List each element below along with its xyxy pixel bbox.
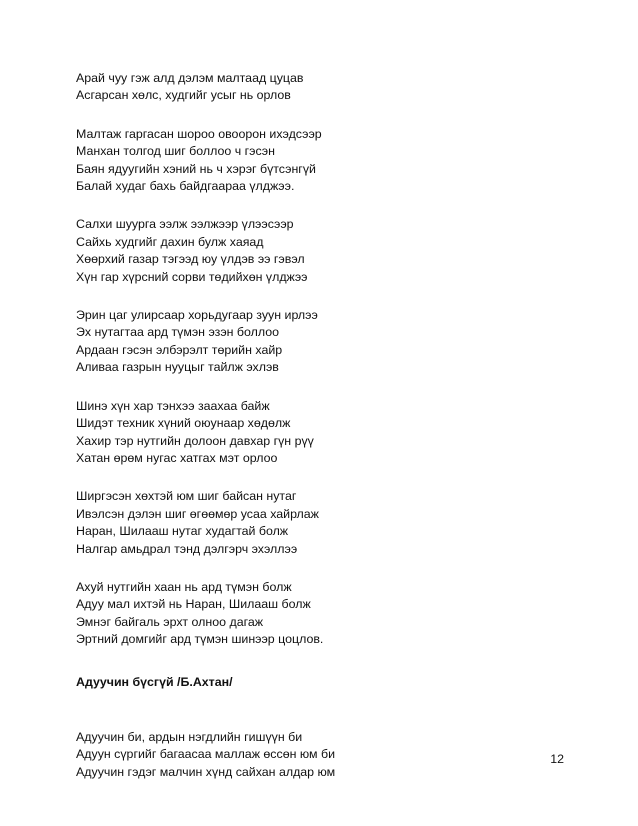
stanza-3 [76, 216, 576, 286]
stanza-6 [76, 488, 576, 558]
poem-line: Ивэлсэн дэлэн шиг өгөөмөр усаа хайрлаж [76, 506, 319, 521]
stanza-1 [76, 70, 576, 105]
page-number: 12 [550, 752, 564, 766]
poem-line: Эмнэг байгаль эрхт олноо дагаж [76, 614, 264, 629]
stanza-8 [76, 729, 576, 781]
poem-line: Ахуй нутгийн хаан нь ард түмэн болж [76, 579, 292, 594]
poem-line: Шидэт техник хүний оюунаар хөдөлж [76, 416, 291, 431]
poem-line: Наран, Шилааш нутаг худагтай болж [76, 524, 289, 539]
poem-line: Адуучин би, ардын нэгдлийн гишүүн би [76, 729, 303, 744]
poem-line: Хатан өрөм нугас хатгах мэт орлоо [76, 450, 278, 465]
poem-line: Асгарсан хөлс, худгийг усыг нь орлов [76, 88, 291, 103]
poem-title: Адуучин бүсгүй /Б.Ахтан/ [76, 674, 233, 689]
poem-line: Адуун сүргийг багаасаа маллаж өссөн юм би [76, 747, 336, 762]
poem-line: Хүн гар хүрсний сорви төдийхөн үлджээ [76, 269, 308, 284]
poem-line: Сайхь худгийг дахин булж хаяад [76, 234, 264, 249]
poem-line: Адуу мал ихтэй нь Наран, Шилааш болж [76, 597, 311, 612]
stanza-5 [76, 398, 576, 468]
poem-line: Балай худаг бахь байдгаараа үлджээ. [76, 179, 295, 194]
poem-line: Ардаан гэсэн элбэрэлт төрийн хайр [76, 342, 283, 357]
poem-line: Ширгэсэн хөхтэй юм шиг байсан нутаг [76, 489, 297, 504]
poem-line: Салхи шуурга ээлж ээлжээр үлээсээр [76, 217, 294, 232]
poem-line: Эрин цаг улирсаар хорьдугаар зуун ирлээ [76, 308, 318, 323]
poem-line: Баян ядуугийн хэний нь ч хэрэг бүтсэнгүй [76, 161, 316, 176]
poem-line: Эх нутагтаа ард түмэн эзэн боллоо [76, 325, 280, 340]
poem-line: Манхан толгод шиг боллоо ч гэсэн [76, 144, 275, 159]
poem-line: Аливаа газрын нууцыг тайлж эхлэв [76, 360, 279, 375]
stanza-7 [76, 579, 576, 649]
poem-line: Хахир тэр нутгийн долоон давхар гүн рүү [76, 433, 314, 448]
stanza-4 [76, 307, 576, 377]
poem-line: Малтаж гаргасан шороо овоорон ихэдсээр [76, 126, 322, 141]
poem-line: Шинэ хүн хар тэнхээ заахаа байж [76, 398, 270, 413]
poem-line: Эртний домгийг ард түмэн шинээр цоцлов. [76, 632, 324, 647]
poem-line: Хөөрхий газар тэгээд юу үлдэв ээ гэвэл [76, 252, 305, 267]
poem-line: Адуучин гэдэг малчин хүнд сайхан алдар юм [76, 764, 336, 779]
poem-content [76, 70, 576, 802]
stanza-2 [76, 126, 576, 196]
poem-line: Арай чуу гэж алд дэлэм малтаад цуцав [76, 71, 304, 85]
poem-line: Налгар амьдрал тэнд дэлгэрч эхэллээ [76, 541, 298, 556]
